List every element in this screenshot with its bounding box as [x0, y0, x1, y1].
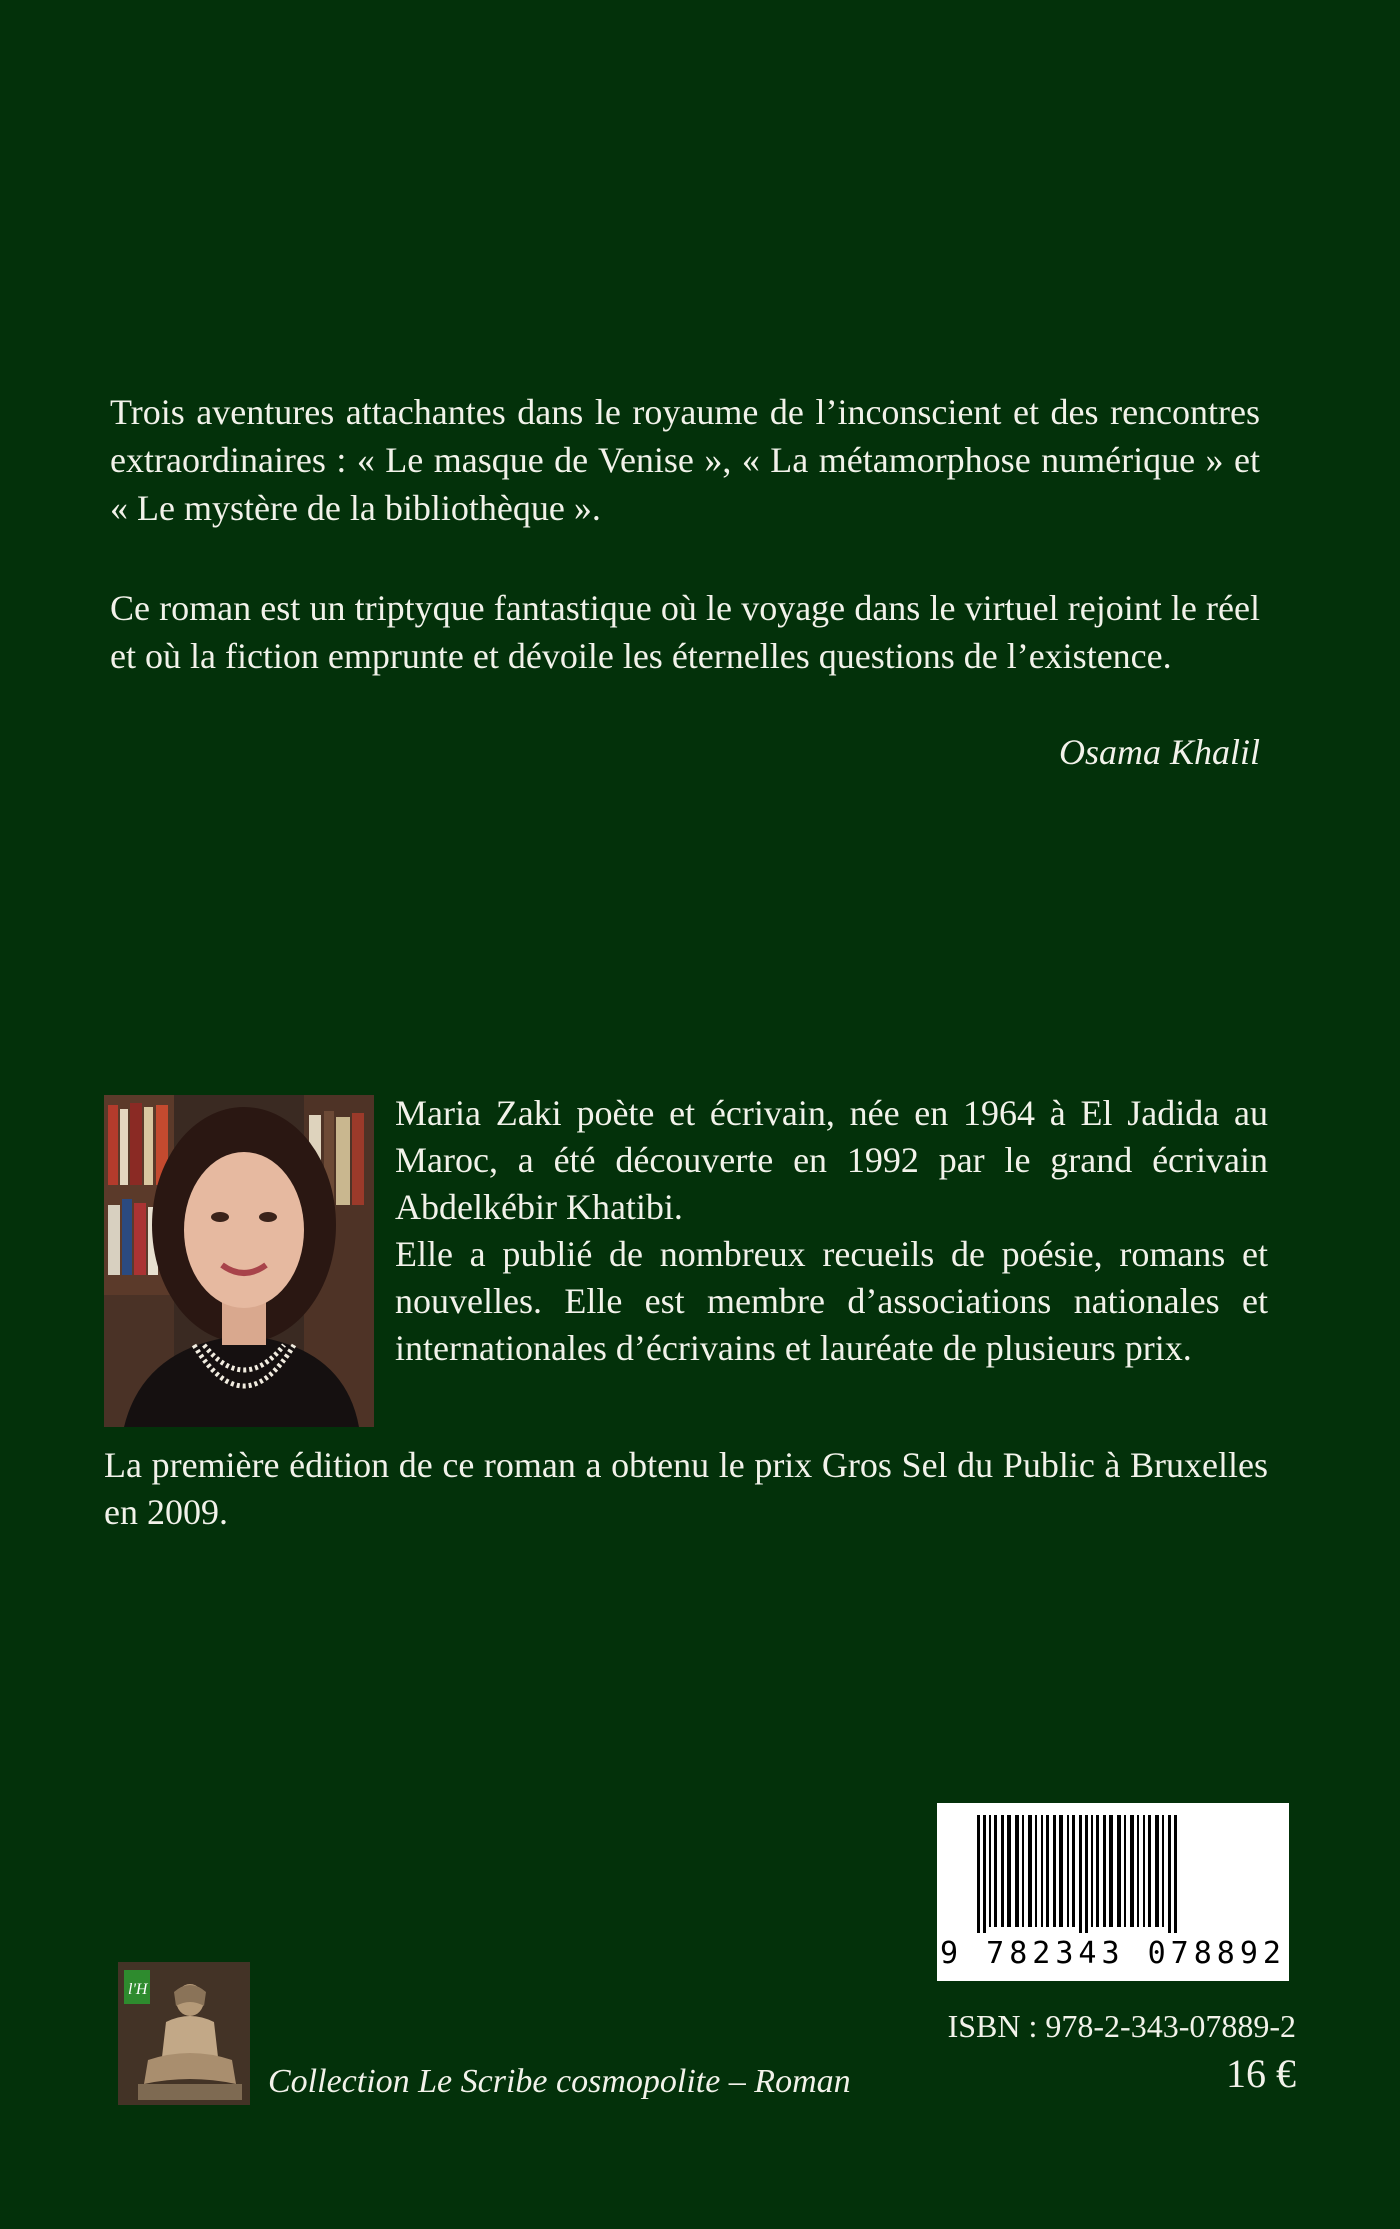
- isbn: ISBN : 978-2-343-07889-2: [947, 2008, 1296, 2044]
- barcode-digits: 9 782343 078892: [940, 1936, 1286, 1971]
- author-bio-paragraph: Elle a publié de nombreux recueils de poésie, romans et nouvelles. Elle est membre d’associations nationales et internationales d’écrivains et lauréate de plusieurs prix.: [395, 1234, 1268, 1368]
- blurb-signature: Osama Khalil: [1058, 732, 1260, 772]
- award-paragraph: La première édition de ce roman a obtenu le prix Gros Sel du Public à Bruxelles en 2009.: [104, 1445, 1268, 1532]
- barcode-bar: [1091, 1815, 1093, 1927]
- barcode-bar: [994, 1815, 997, 1927]
- barcode-bar: [1041, 1815, 1043, 1927]
- barcode-bar: [1028, 1815, 1032, 1927]
- author-bio: [395, 1090, 1268, 1372]
- barcode-bar: [1174, 1815, 1177, 1933]
- blurb-paragraph: Trois aventures attachantes dans le royaume de l’inconscient et des rencontres extraordinaires : « Le masque de Venise », « La métamorphose numérique » et « Le mystère de la bibliothèque ».: [110, 392, 1260, 528]
- barcode-bar: [1067, 1815, 1069, 1927]
- barcode-bar: [977, 1815, 980, 1933]
- publisher-logo: [118, 1962, 250, 2105]
- barcode-bar: [1072, 1815, 1075, 1927]
- barcode-bar: [1079, 1815, 1082, 1933]
- barcode-bar: [1148, 1815, 1151, 1927]
- barcode-bar: [1124, 1815, 1126, 1927]
- barcode-bar: [1168, 1815, 1171, 1933]
- barcode-bar: [1137, 1815, 1139, 1927]
- barcode-bar: [1096, 1815, 1099, 1927]
- author-bio-paragraph: Maria Zaki poète et écrivain, née en 1964 à El Jadida au Maroc, a été découverte en 1992 par le grand écrivain Abdelkébir Khatibi.: [395, 1093, 1268, 1227]
- barcode-bar: [1117, 1815, 1121, 1927]
- author-photo: [104, 1095, 374, 1427]
- blurb-paragraph: Ce roman est un triptyque fantastique où le voyage dans le virtuel rejoint le réel et où la fiction emprunte et dévoile les éternelles questions de l’existence.: [110, 588, 1260, 676]
- barcode-bar: [1022, 1815, 1024, 1927]
- barcode-bar: [1130, 1815, 1134, 1927]
- barcode-bar: [1085, 1815, 1088, 1933]
- barcode: [937, 1803, 1289, 1981]
- barcode-bar: [1007, 1815, 1011, 1927]
- collection-name: Collection Le Scribe cosmopolite – Roman: [268, 2063, 851, 2100]
- barcode-bar: [1109, 1815, 1113, 1927]
- barcode-bar: [1059, 1815, 1063, 1927]
- barcode-bar: [1046, 1815, 1049, 1927]
- barcode-bar: [1162, 1815, 1164, 1927]
- barcode-bar: [1015, 1815, 1019, 1927]
- publisher-logo-text: l'H: [128, 1981, 148, 1998]
- price: 16 €: [1226, 2051, 1296, 2096]
- barcode-bar: [1001, 1815, 1004, 1927]
- barcode-bar: [1155, 1815, 1159, 1927]
- barcode-bars: [937, 1803, 1289, 1933]
- barcode-bar: [989, 1815, 991, 1927]
- barcode-bar: [1053, 1815, 1056, 1927]
- barcode-bar: [1103, 1815, 1106, 1927]
- barcode-bar: [1035, 1815, 1037, 1927]
- barcode-bar: [1143, 1815, 1145, 1927]
- barcode-bar: [983, 1815, 986, 1933]
